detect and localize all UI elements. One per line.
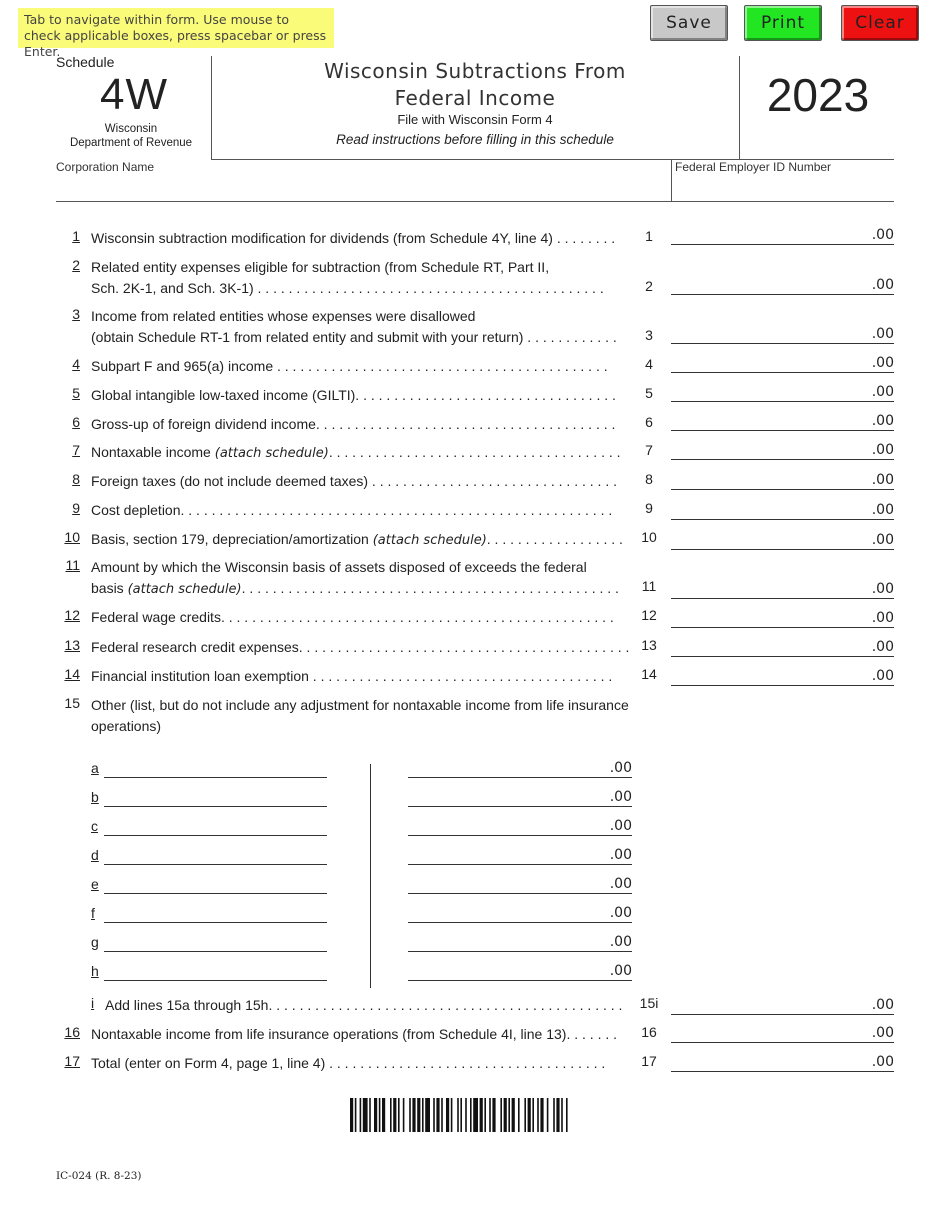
barcode-bar [492,1098,495,1132]
barcode-bar [374,1098,377,1132]
line-ref: 1 [645,228,653,244]
barcode-bar [350,1098,353,1132]
line-15c-amount [408,818,632,836]
line-number: 6 [72,414,80,430]
line-6-text: Gross-up of foreign dividend income. . . . . . . . . . . . . . . . . . . . . . . . . . . . . . . . . . . . . . . [91,416,616,432]
line-14-text: Financial institution loan exemption . . . . . . . . . . . . . . . . . . . . . . . . . . . . . . . . . . . . . . . [91,668,613,684]
barcode-bar [412,1098,415,1132]
line-10-input[interactable] [671,530,867,549]
line-17-input[interactable] [671,1052,867,1071]
cents-suffix: .00 [871,532,894,548]
line-ref: 9 [645,500,653,516]
line-13-text: Federal research credit expenses. . . . . . . . . . . . . . . . . . . . . . . . . . . . . . . . . . . . . . . . . . . [91,639,630,655]
line-15e-description [104,876,327,894]
barcode-bar [360,1098,362,1132]
line-15a-description [104,760,327,778]
line-15c-letter: c [91,818,98,834]
header-divider-right [739,56,740,160]
line-number: 8 [72,471,80,487]
barcode-bar [512,1098,515,1132]
line-15a-letter: a [91,760,99,776]
line-15a-description-input[interactable] [104,760,327,777]
barcode-bar [547,1098,549,1132]
line-ref: 11 [641,578,657,594]
line-15i-letter: i [91,995,95,1011]
barcode-bar [470,1098,472,1132]
barcode-bar [528,1098,531,1132]
line-ref: 8 [645,471,653,487]
line-3-text-a: Income from related entities whose expenses were disallowed [91,308,476,324]
barcode-bar [504,1098,507,1132]
line-8-text: Foreign taxes (do not include deemed taxes) . . . . . . . . . . . . . . . . . . . . . . . . . . . . . . . . [91,473,617,489]
line-15a-amount-input[interactable] [408,760,604,777]
line-4-text: Subpart F and 965(a) income . . . . . . . . . . . . . . . . . . . . . . . . . . . . . . . . . . . . . . . . . . . [91,358,608,374]
title-line-1: Wisconsin Subtractions From [324,59,626,83]
line-15b-letter: b [91,789,99,805]
line-15f-letter: f [91,905,95,921]
line-15h-description [104,963,327,981]
cents-suffix: .00 [871,355,894,371]
line-15f-amount [408,905,632,923]
cents-suffix: .00 [609,847,632,863]
cents-suffix: .00 [871,1054,894,1070]
line-ref: 13 [641,637,657,653]
line-10-amount [671,530,894,550]
line-11-input[interactable] [671,579,867,598]
line-number: 7 [72,442,80,458]
line-15e-amount [408,876,632,894]
line-15c-amount-input[interactable] [408,818,604,835]
line-1-input[interactable] [671,225,867,244]
cents-suffix: .00 [609,876,632,892]
line-6-amount [671,411,894,431]
barcode-bar [398,1098,400,1132]
barcode-bar [473,1098,478,1132]
barcode-bar [532,1098,534,1132]
line-ref: 14 [641,666,657,682]
cents-suffix: .00 [871,442,894,458]
line-15-text [91,695,631,737]
line-13-input[interactable] [671,637,867,656]
cents-suffix: .00 [871,639,894,655]
cents-suffix: .00 [609,789,632,805]
barcode-bar [433,1098,435,1132]
line-15f-description [104,905,327,923]
line-3-input[interactable] [671,324,867,343]
line-15-text-b: operations) [91,718,162,734]
line-15g-amount [408,934,632,952]
line-1-text: Wisconsin subtraction modification for dividends (from Schedule 4Y, line 4) . . . . . . . . [91,230,616,246]
fein-divider [671,160,672,202]
line-14-amount [671,666,894,686]
barcode-bar [390,1098,392,1132]
line-15d-amount-input[interactable] [408,847,604,864]
cents-suffix: .00 [871,581,894,597]
line-3-text-b: (obtain Schedule RT-1 from related entity and submit with your return) . . . . . . . . . . . . [91,329,617,345]
page-title [300,58,650,112]
clear-button[interactable]: Clear [841,5,919,41]
line-2-text-a: Related entity expenses eligible for subtraction (from Schedule RT, Part II, [91,259,550,275]
barcode-bar [508,1098,510,1132]
form-code: IC-024 (R. 8-23) [56,1170,142,1182]
tax-year: 2023 [766,69,870,121]
line-15g-letter: g [91,934,99,950]
barcode-bar [518,1098,520,1132]
barcode-bar [537,1098,539,1132]
fein-input[interactable] [675,178,894,198]
cents-suffix: .00 [871,326,894,342]
line-number: 4 [72,356,80,372]
line-3-text [91,306,631,348]
barcode-bar [382,1098,385,1132]
line-15b-amount-input[interactable] [408,789,604,806]
line-11-text [91,557,631,600]
barcode-bar [403,1098,405,1132]
name-row-bottom-rule [56,201,894,202]
line-15h-letter: h [91,963,99,979]
line-15c-description [104,818,327,836]
line-14-input[interactable] [671,666,867,685]
line-number: 14 [64,666,80,682]
line-2-input[interactable] [671,275,867,294]
line-15d-description-input[interactable] [104,847,327,864]
line-15i-amount [671,995,894,1015]
line-15b-description-input[interactable] [104,789,327,806]
cents-suffix: .00 [609,818,632,834]
schedule-number: 4W [100,70,168,119]
line-10-text-b: . . . . . . . . . . . . . . . . . . [486,531,623,547]
line-16-text: Nontaxable income from life insurance operations (from Schedule 4I, line 13). . . . . . . [91,1026,618,1042]
line-ref: 17 [641,1053,657,1069]
barcode-bar [460,1098,462,1132]
line-1-amount [671,225,894,245]
form-instructions-note: Tab to navigate within form. Use mouse to check applicable boxes, press spacebar or press Enter. [18,8,334,48]
cents-suffix: .00 [609,934,632,950]
line-16-amount [671,1023,894,1043]
line-11-text-second-line [91,578,631,600]
cents-suffix: .00 [871,384,894,400]
line-6-input[interactable] [671,411,867,430]
line-12-text: Federal wage credits. . . . . . . . . . . . . . . . . . . . . . . . . . . . . . . . . . . . . . . . . . . . . . . . . . . [91,609,614,625]
barcode-bar [451,1098,453,1132]
line-15g-description-input[interactable] [104,934,327,951]
line-12-amount [671,608,894,628]
line-15f-description-input[interactable] [104,905,327,922]
line-15e-amount-input[interactable] [408,876,604,893]
line-ref: 4 [645,356,653,372]
line-4-input[interactable] [671,353,867,372]
line-15i-input[interactable] [671,995,867,1014]
cents-suffix: .00 [609,963,632,979]
header-divider-left [211,56,212,160]
line-15h-amount-input[interactable] [408,963,604,980]
fein-label: Federal Employer ID Number [675,160,832,174]
line-3-amount [671,324,894,344]
save-button[interactable]: Save [650,5,728,41]
line-10-text [91,529,631,551]
line-11-text-c: . . . . . . . . . . . . . . . . . . . . . . . . . . . . . . . . . . . . . . . . . . . . . . . . . [241,580,619,596]
cents-suffix: .00 [871,1025,894,1041]
barcode-bar [417,1098,420,1132]
barcode-graphic [350,1098,650,1132]
print-button[interactable]: Print [744,5,822,41]
line-11-text-a: Amount by which the Wisconsin basis of assets disposed of exceeds the federal [91,559,587,575]
line-number: 2 [72,257,80,273]
line-number: 15 [64,695,80,711]
line-7-text-b: . . . . . . . . . . . . . . . . . . . . . . . . . . . . . . . . . . . . . . [328,444,621,460]
line-number: 13 [64,637,80,653]
line-4-amount [671,353,894,373]
cents-suffix: .00 [871,502,894,518]
title-line-2: Federal Income [394,86,556,110]
cents-suffix: .00 [609,760,632,776]
line-ref: 2 [645,278,653,294]
barcode-bar [369,1098,371,1132]
line-15h-description-input[interactable] [104,963,327,980]
line-number: 17 [64,1053,80,1069]
line-2-text-b: Sch. 2K-1, and Sch. 3K-1) . . . . . . . . . . . . . . . . . . . . . . . . . . . . . . . . . . . . . . . . . . . . . [91,280,604,296]
barcode-bar [553,1098,555,1132]
barcode-bar [540,1098,543,1132]
corporation-name-input[interactable] [56,178,666,198]
barcode-bar [500,1098,502,1132]
line-10-text-a: Basis, section 179, depreciation/amortization [91,531,373,547]
line-15c-description-input[interactable] [104,818,327,835]
cents-suffix: .00 [871,997,894,1013]
line-ref: 7 [645,442,653,458]
line-8-input[interactable] [671,470,867,489]
cents-suffix: .00 [871,277,894,293]
barcode-bar [409,1098,411,1132]
line-9-input[interactable] [671,500,867,519]
barcode-bar [524,1098,526,1132]
line-11-text-b: basis [91,580,128,596]
line-number: 11 [65,557,80,573]
line-ref: 6 [645,414,653,430]
barcode-bar [441,1098,443,1132]
department-label: Department of Revenue [69,137,193,149]
barcode-bar [446,1098,449,1132]
line-15g-description [104,934,327,952]
barcode-bar [465,1098,467,1132]
barcode-bar [363,1098,368,1132]
cents-suffix: .00 [871,668,894,684]
line-15d-letter: d [91,847,99,863]
line-15b-description [104,789,327,807]
line-number: 9 [72,500,80,516]
line-16-input[interactable] [671,1023,867,1042]
line-15-text-a: Other (list, but do not include any adjustment for nontaxable income from life insurance [91,697,629,713]
barcode-bar [489,1098,491,1132]
line-10-text-italic: (attach schedule) [372,533,487,548]
line-number: 3 [72,306,80,322]
line-17-amount [671,1052,894,1072]
line-15h-amount [408,963,632,981]
read-instructions-note: Read instructions before filling in this schedule [336,132,614,147]
barcode-bar [457,1098,459,1132]
barcode-bar [480,1098,483,1132]
line-number: 5 [72,385,80,401]
line-17-text: Total (enter on Form 4, page 1, line 4) . . . . . . . . . . . . . . . . . . . . . . . . . . . . . . . . . . . . [91,1055,606,1071]
line-number: 1 [72,228,80,244]
other-items-divider [370,764,371,988]
line-15f-amount-input[interactable] [408,905,604,922]
line-7-input[interactable] [671,440,867,459]
barcode-bar [425,1098,430,1132]
barcode-bar [561,1098,563,1132]
line-8-amount [671,470,894,490]
line-15e-description-input[interactable] [104,876,327,893]
line-5-text: Global intangible low-taxed income (GILTI). . . . . . . . . . . . . . . . . . . . . . . . . . . . . . . . . . [91,387,616,403]
line-15e-letter: e [91,876,99,892]
line-15d-description [104,847,327,865]
barcode-bar [484,1098,486,1132]
barcode-bar [556,1098,559,1132]
line-15b-amount [408,789,632,807]
line-7-amount [671,440,894,460]
cents-suffix: .00 [871,610,894,626]
line-ref: 10 [641,529,657,545]
line-12-input[interactable] [671,608,867,627]
line-number: 12 [64,607,80,623]
line-9-text: Cost depletion. . . . . . . . . . . . . . . . . . . . . . . . . . . . . . . . . . . . . . . . . . . . . . . . . . . . . . . . [91,502,613,518]
cents-suffix: .00 [609,905,632,921]
line-15i-text: Add lines 15a through 15h. . . . . . . . . . . . . . . . . . . . . . . . . . . . . . . . . . . . . . . . . . . . . . [105,997,623,1013]
line-15a-amount [408,760,632,778]
line-9-amount [671,500,894,520]
line-ref: 12 [641,607,657,623]
line-13-amount [671,637,894,657]
line-ref: 16 [641,1024,657,1040]
department-name [56,122,206,150]
barcode-bar [566,1098,568,1132]
cents-suffix: .00 [871,413,894,429]
barcode-bar [379,1098,381,1132]
barcode-bar [393,1098,396,1132]
cents-suffix: .00 [871,472,894,488]
line-5-amount [671,382,894,402]
line-7-text [91,442,631,464]
file-with-note: File with Wisconsin Form 4 [397,112,553,127]
line-15d-amount [408,847,632,865]
line-2-text [91,257,631,299]
line-11-amount [671,579,894,599]
corporation-name-label: Corporation Name [56,160,155,174]
line-15g-amount-input[interactable] [408,934,604,951]
line-ref: 5 [645,385,653,401]
line-5-input[interactable] [671,382,867,401]
barcode-bar [436,1098,439,1132]
line-ref: 3 [645,327,653,343]
line-ref: 15i [639,995,659,1011]
cents-suffix: .00 [871,227,894,243]
line-number: 10 [64,529,80,545]
barcode-bar [422,1098,424,1132]
line-11-text-italic: (attach schedule) [127,582,242,597]
line-2-amount [671,275,894,295]
line-7-text-italic: (attach schedule) [214,446,329,461]
state-name: Wisconsin [104,123,158,135]
barcode-bar [355,1098,357,1132]
line-7-text-a: Nontaxable income [91,444,215,460]
schedule-label: Schedule [56,54,115,70]
line-number: 16 [64,1024,80,1040]
